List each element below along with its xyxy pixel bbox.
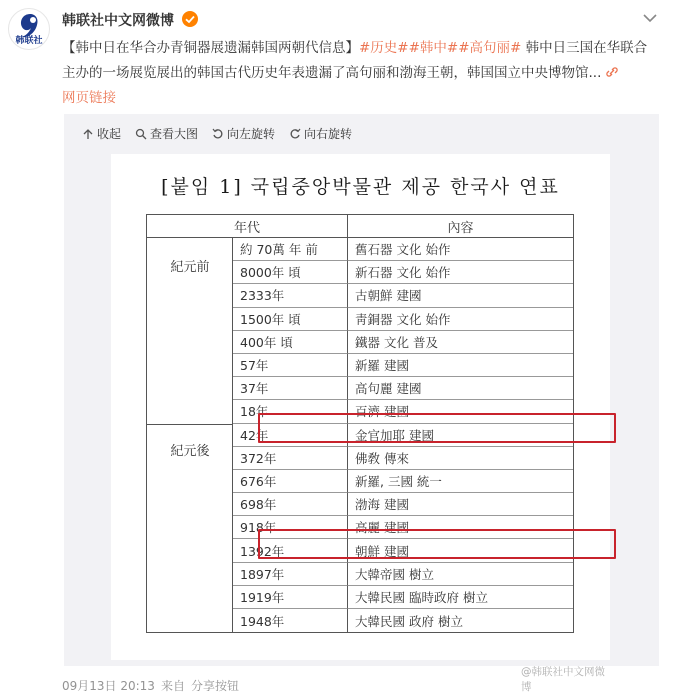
era-cell xyxy=(147,563,233,586)
media-toolbar xyxy=(82,125,352,142)
content-cell: 高句麗 建國 xyxy=(348,377,573,400)
document-title: [붙임 1] 국립중앙박물관 제공 한국사 연표 xyxy=(161,176,560,198)
highlight-balhae xyxy=(258,529,616,559)
era-cell xyxy=(147,261,233,284)
era-cell xyxy=(147,424,233,447)
era-cell xyxy=(147,516,233,539)
hashtag-goguryeo[interactable]: #高句丽# xyxy=(458,40,522,56)
table-row xyxy=(147,609,573,632)
collapse-label: 收起 xyxy=(97,127,122,141)
table-row xyxy=(147,238,573,261)
year-cell: 1948年 xyxy=(233,609,348,632)
table-row xyxy=(147,377,573,400)
rotate-right-button[interactable] xyxy=(289,125,352,142)
rotate-left-button[interactable] xyxy=(212,125,275,142)
year-cell: 372年 xyxy=(233,447,348,470)
timeline-table xyxy=(146,214,574,633)
collapse-icon xyxy=(82,128,94,140)
rotate-left-icon xyxy=(212,128,224,140)
era-cell xyxy=(147,493,233,516)
content-cell: 古朝鮮 建國 xyxy=(348,284,573,307)
year-cell: 37年 xyxy=(233,377,348,400)
year-cell: 1897年 xyxy=(233,563,348,586)
year-cell: 8000年 頃 xyxy=(233,261,348,284)
era-cell xyxy=(147,284,233,307)
era-cell xyxy=(147,586,233,609)
header-content: 內容 xyxy=(447,220,474,236)
table-row xyxy=(147,470,573,493)
year-cell: 918年 xyxy=(233,516,348,539)
table-row xyxy=(147,331,573,354)
content-cell: 新羅 建國 xyxy=(348,354,573,377)
era-cell xyxy=(147,470,233,493)
year-cell: 42年 xyxy=(233,424,348,447)
web-link[interactable]: 网页链接 xyxy=(62,90,116,106)
content-cell: 高麗 建國 xyxy=(348,516,573,539)
avatar-label: 韩联社 xyxy=(15,36,43,46)
rotate-right-icon xyxy=(289,128,301,140)
content-cell: 金官加耶 建國 xyxy=(348,424,573,447)
era-cell xyxy=(147,377,233,400)
era-cell xyxy=(147,308,233,331)
source-prefix: 来自 xyxy=(160,679,185,693)
table-row xyxy=(147,586,573,609)
table-header xyxy=(146,214,574,238)
hashtag-history[interactable]: #历史# xyxy=(359,40,409,56)
post-date[interactable]: 09月13日 20:13 xyxy=(62,679,155,693)
post-footer xyxy=(62,677,239,694)
year-cell: 1919年 xyxy=(233,586,348,609)
year-cell: 698年 xyxy=(233,493,348,516)
content-cell: 佛敎 傳來 xyxy=(348,447,573,470)
content-cell: 百濟 建國 xyxy=(348,400,573,423)
era-ce-label: 紀元後 xyxy=(170,444,210,459)
hashtag-korea-china[interactable]: #韩中# xyxy=(408,40,459,56)
post-text xyxy=(62,36,660,86)
era-cell xyxy=(147,539,233,562)
year-cell: 18年 xyxy=(233,400,348,423)
year-cell: 1392年 xyxy=(233,539,348,562)
content-cell: 大韓民國 政府 樹立 xyxy=(355,613,463,629)
table-row xyxy=(147,284,573,307)
collapse-button[interactable] xyxy=(82,125,121,142)
table-row xyxy=(147,563,573,586)
link-icon xyxy=(605,66,619,78)
content-cell: 舊石器 文化 始作 xyxy=(348,238,573,261)
year-cell: 57年 xyxy=(233,354,348,377)
post-body: 韩中日三国在华联合主办的一场展览展出的韩国古代历史年表遗漏了高句丽和渤海王朝，韩国国立中央博物馆... xyxy=(62,40,648,81)
content-cell: 朝鮮 建國 xyxy=(348,539,573,562)
era-cell xyxy=(147,400,233,423)
post-headline: 【韩中日在华合办青铜器展遗漏韩国两朝代信息】 xyxy=(62,40,359,56)
source-link[interactable]: 分享按钮 xyxy=(190,679,239,693)
avatar[interactable] xyxy=(8,8,50,50)
era-bce-label: 紀元前 xyxy=(170,260,210,275)
content-cell: 渤海 建國 xyxy=(348,493,573,516)
chevron-down-icon[interactable] xyxy=(642,12,658,24)
view-large-button[interactable] xyxy=(135,125,198,142)
username-link[interactable]: 韩联社中文网微博 xyxy=(62,13,174,29)
table-row xyxy=(147,261,573,284)
magnifier-icon xyxy=(135,128,147,140)
era-cell xyxy=(147,331,233,354)
era-divider xyxy=(147,424,233,425)
rotate-left-label: 向左旋转 xyxy=(227,127,276,141)
era-cell xyxy=(147,609,233,632)
content-cell: 鐵器 文化 普及 xyxy=(348,331,573,354)
table-row xyxy=(147,354,573,377)
era-cell xyxy=(147,447,233,470)
year-cell: 1500年 頃 xyxy=(233,308,348,331)
content-cell: 大韓民國 臨時政府 樹立 xyxy=(348,586,573,609)
view-large-label: 查看大图 xyxy=(150,127,199,141)
content-cell: 大韓帝國 樹立 xyxy=(348,563,573,586)
year-cell: 2333年 xyxy=(233,284,348,307)
content-cell: 靑銅器 文化 始作 xyxy=(348,308,573,331)
content-cell: 新羅, 三國 統一 xyxy=(348,470,573,493)
year-cell: 約 70萬 年 前 xyxy=(233,238,348,261)
verified-badge-icon xyxy=(182,11,198,27)
header-era: 年代 xyxy=(147,215,348,237)
era-cell xyxy=(147,354,233,377)
content-cell: 新石器 文化 始作 xyxy=(348,261,573,284)
table-row xyxy=(147,308,573,331)
table-row xyxy=(147,447,573,470)
rotate-right-label: 向右旋转 xyxy=(304,127,353,141)
year-cell: 676年 xyxy=(233,470,348,493)
highlight-goguryeo xyxy=(258,413,616,443)
year-cell: 400年 頃 xyxy=(233,331,348,354)
watermark: @韩联社中文网微博 xyxy=(521,666,605,693)
table-row xyxy=(147,493,573,516)
era-cell xyxy=(147,238,233,261)
